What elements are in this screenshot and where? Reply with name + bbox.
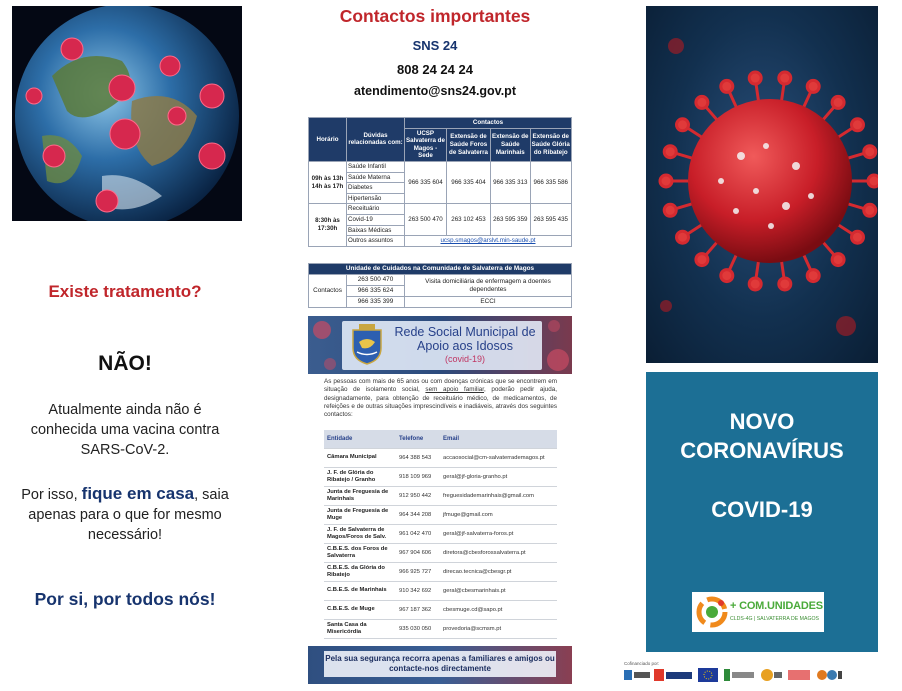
coronavirus-image [646, 6, 878, 363]
phone-cell: 263 595 359 [491, 204, 530, 236]
table-row [324, 524, 557, 543]
virus-spike-tip [664, 204, 676, 216]
cover-line-coronavirus: CORONAVÍRUS [680, 438, 844, 463]
table-row [324, 505, 557, 524]
table-row [324, 467, 557, 486]
phone-cell: 966 335 604 [405, 161, 447, 203]
eu-flag-icon [698, 668, 718, 682]
ucc-header: Unidade de Cuidados na Comunidade de Salvaterra de Magos [309, 264, 572, 275]
phone-cell: 910 342 692 [396, 581, 440, 600]
virus-spike-tip [664, 146, 676, 158]
email-cell[interactable]: freguesidademarinhais@gmail.com [440, 486, 557, 505]
safety-text: Pela sua segurança recorra apenas a familiares e amigos ou contacte-nos directamente [324, 651, 556, 677]
service-item: Saúde Infantil [347, 161, 405, 172]
table-row [324, 581, 557, 600]
virus-spike-tip [832, 254, 844, 266]
virus-spike-tip [864, 146, 876, 158]
portugal2020-logo-icon [654, 668, 692, 682]
email-cell[interactable]: jfmuge@gmail.com [440, 505, 557, 524]
vaccine-text: Atualmente ainda não é conhecida uma vacina contra SARS-CoV-2. [30, 402, 220, 458]
stay-home-pre: Por isso, [21, 487, 78, 503]
virus-spike-tip [677, 231, 689, 243]
sponsors-label: Cofinanciado por: [624, 661, 660, 666]
virus-spike-tip [868, 175, 878, 187]
group1-horario: 09h às 13h 14h às 17h [309, 161, 347, 203]
virus-spike-tip [779, 278, 791, 290]
seguranca-social-logo [724, 668, 754, 682]
col-entidade: Entidade [324, 430, 396, 448]
email-cell[interactable]: geral@jf-gloria-granho.pt [440, 467, 557, 486]
group2-horario: 8:30h às 17:30h [309, 204, 347, 246]
safety-banner [308, 646, 572, 684]
service-item: Receituário [347, 204, 405, 215]
phone-cell: 935 030 050 [396, 619, 440, 638]
table-row [324, 600, 557, 619]
table-row [324, 486, 557, 505]
ucc-label: Contactos [309, 275, 347, 308]
treatment-question: Existe tratamento? [48, 282, 202, 301]
earth-virus-image [12, 6, 242, 221]
table-row [324, 448, 557, 467]
intro-paragraph [324, 378, 557, 419]
email-cell[interactable]: direcao.tecnica@cbesgr.pt [440, 562, 557, 581]
poise-logo-icon [624, 668, 650, 682]
service-item: Baixas Médicas [347, 225, 405, 236]
rede-social-banner [308, 316, 572, 374]
ucc-phone: 966 335 399 [347, 297, 405, 308]
virus-spike-tip [660, 175, 672, 187]
ucsp-email-link[interactable]: ucsp.smagos@arslvt.min-saude.pt [405, 236, 572, 247]
service-item: Outros assuntos [347, 236, 405, 247]
comunidades-subtitle: CLDS-4G | SALVATERRA DE MAGOS [730, 616, 819, 622]
col-telefone: Telefone [396, 430, 440, 448]
entity-cell: Câmara Municipal [324, 448, 396, 467]
entity-cell: C.B.E.S. da Glória do Ribatejo [324, 562, 396, 581]
ucc-phone: 263 500 470 [347, 275, 405, 286]
salvaterra-logo [816, 668, 842, 682]
col-gloria: Extensão de Saúde Glória do Ribatejo [530, 128, 571, 161]
social-support-table [324, 430, 557, 639]
banner-title: Rede Social Municipal de Apoio aos Idosos [394, 325, 536, 353]
phone-cell: 966 335 313 [491, 161, 530, 203]
banner-box [342, 321, 542, 370]
comunidades-logo [692, 592, 824, 632]
health-centers-table [308, 117, 572, 247]
cover-panel [646, 372, 878, 652]
stay-home-paragraph [0, 484, 250, 545]
table-row [324, 619, 557, 638]
table-row [324, 562, 557, 581]
sns-phone: 808 24 24 24 [397, 62, 473, 77]
seguranca-social-icon [724, 668, 754, 682]
entity-cell: Junta de Freguesia de Marinhais [324, 486, 396, 505]
contacts-title: Contactos importantes [339, 6, 531, 26]
entity-cell: J. F. de Glória do Ribatejo / Granho [324, 467, 396, 486]
municipal-crest-icon [350, 324, 384, 366]
salvaterra-icon [816, 668, 842, 682]
phone-cell: 966 925 727 [396, 562, 440, 581]
phone-cell: 967 904 606 [396, 543, 440, 562]
col-horario: Horário [309, 118, 347, 162]
municipio-logo [760, 668, 782, 682]
virus-spike-tip [779, 72, 791, 84]
ucc-table [308, 263, 572, 308]
virus-spike-tip [864, 204, 876, 216]
entity-cell: C.B.E.S. dos Foros de Salvaterra [324, 543, 396, 562]
table-row [324, 543, 557, 562]
cover-line-covid: COVID-19 [711, 497, 813, 522]
clds-logo [788, 668, 810, 682]
col-email: Email [440, 430, 557, 448]
entity-cell: C.B.E.S. de Muge [324, 600, 396, 619]
ucc-ecci: ECCI [405, 297, 572, 308]
clds-icon [788, 668, 810, 682]
virus-spike-tip [807, 80, 819, 92]
phone-cell: 967 187 362 [396, 600, 440, 619]
sns-name: SNS 24 [412, 38, 458, 53]
col-duvidas: Dúvidas relacionadas com: [347, 118, 405, 162]
phone-cell: 263 595 435 [530, 204, 571, 236]
email-cell[interactable]: cbesmuge.cd@sapo.pt [440, 600, 557, 619]
treatment-answer: NÃO! [98, 352, 152, 375]
email-cell[interactable]: diretora@cbesforossalvaterra.pt [440, 543, 557, 562]
service-item: Saúde Materna [347, 172, 405, 183]
vaccine-paragraph [0, 400, 250, 460]
email-cell[interactable]: provedoria@scmsm.pt [440, 619, 557, 638]
email-cell[interactable]: geral@jf-salvaterra-foros.pt [440, 524, 557, 543]
entity-cell: Junta de Freguesia de Muge [324, 505, 396, 524]
phone-cell: 961 042 470 [396, 524, 440, 543]
municipio-icon [760, 668, 782, 682]
ucc-phone: 966 335 624 [347, 286, 405, 297]
phone-cell: 263 500 470 [405, 204, 447, 236]
col-foros: Extensão de Saúde Foros de Salvaterra [446, 128, 490, 161]
slogan: Por si, por todos nós! [34, 589, 216, 609]
intro-pre: As pessoas com mais de 65 anos ou com doenças crónicas que se encontrem em situação de isolamento social, [324, 378, 557, 394]
virus-spike-tip [807, 270, 819, 282]
service-item: Diabetes [347, 183, 405, 194]
virus-spike-tip [721, 270, 733, 282]
phone-cell: 263 102 453 [446, 204, 490, 236]
phone-cell: 912 950 442 [396, 486, 440, 505]
phone-cell: 964 388 543 [396, 448, 440, 467]
poise-logo [624, 668, 650, 682]
intro-underlined: sem apoio familiar [425, 386, 484, 394]
intro-post: , poderão pedir ajuda, designadamente, para obtenção de receituário médico, de medicamentos, de refeições e de outras situações imprescindíveis e inadiáveis, através dos seguintes contactos: [324, 386, 558, 419]
ucc-desc: Visita domiciliária de enfermagem a doentes dependentes [405, 275, 572, 297]
entity-cell: C.B.E.S. de Marinhais [324, 581, 396, 600]
virus-spike-tip [749, 278, 761, 290]
stay-home-emphasis: fique em casa [81, 484, 195, 503]
col-marinhais: Extensão de Saúde Marinhais [491, 128, 530, 161]
stay-home-post: , saia apenas para o que for mesmo necessário! [28, 487, 229, 543]
social-support-rows [324, 448, 557, 638]
email-cell[interactable]: accaosocial@cm-salvaterrademagos.pt [440, 448, 557, 467]
virus-spike-tip [677, 119, 689, 131]
entity-cell: Santa Casa da Misericórdia [324, 619, 396, 638]
phone-cell: 966 335 404 [446, 161, 490, 203]
virus-spike-tip [696, 96, 708, 108]
sponsor-strip [624, 660, 894, 686]
virus-spike-tip [749, 72, 761, 84]
cover-line-novo: NOVO [729, 409, 795, 434]
virus-spike-tip [696, 254, 708, 266]
entity-cell: J. F. de Salvaterra de Magos/Foros de Salv. [324, 524, 396, 543]
col-contactos: Contactos [405, 118, 572, 129]
banner-subtitle: (covid-19) [444, 354, 485, 364]
col-ucsp: UCSP Salvaterra de Magos - Sede [405, 128, 447, 161]
virus-spike-tip [721, 80, 733, 92]
portugal2020-logo [654, 668, 692, 682]
virus-spike-tip [851, 231, 863, 243]
eu-flag-logo [698, 668, 718, 682]
virus-spike-tip [851, 119, 863, 131]
service-item: Covid-19 [347, 214, 405, 225]
sns-email[interactable]: atendimento@sns24.gov.pt [354, 84, 516, 98]
phone-cell: 964 344 208 [396, 505, 440, 524]
stay-home-wrap [10, 484, 240, 545]
comunidades-mark-icon [695, 595, 729, 629]
service-item: Hipertensão [347, 193, 405, 204]
email-cell[interactable]: geral@cbesmarinhais.pt [440, 581, 557, 600]
phone-cell: 966 335 586 [530, 161, 571, 203]
phone-cell: 918 109 969 [396, 467, 440, 486]
virus-spike-tip [832, 96, 844, 108]
comunidades-title: + COM.UNIDADES [730, 600, 823, 612]
